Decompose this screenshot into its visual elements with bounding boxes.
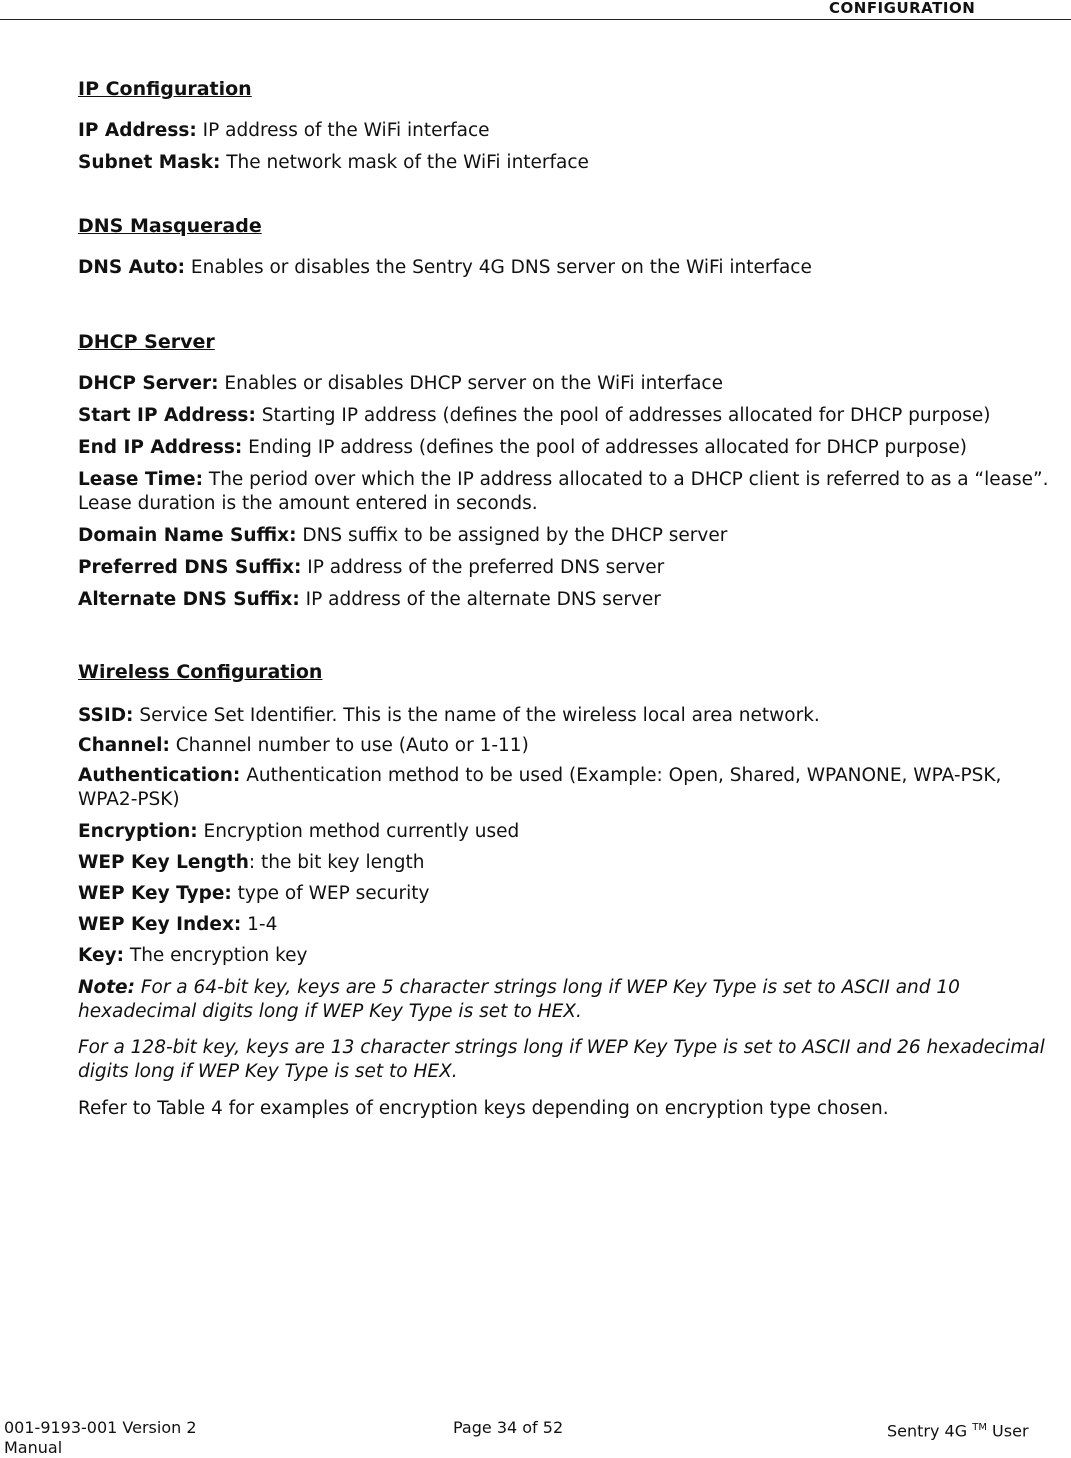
refer-table-note: Refer to Table 4 for examples of encryption keys depending on encryption type chosen. bbox=[78, 1098, 889, 1119]
preferred-dns-definition: Preferred DNS Suffix: IP address of the preferred DNS server bbox=[78, 557, 665, 578]
footer-doc-id: 001-9193-001 Version 2 Manual bbox=[4, 1418, 197, 1457]
footer-page-number: Page 34 of 52 bbox=[453, 1418, 564, 1437]
dns-auto-definition: DNS Auto: Enables or disables the Sentry 4G DNS server on the WiFi interface bbox=[78, 257, 812, 278]
dhcp-server-definition: DHCP Server: Enables or disables DHCP server on the WiFi interface bbox=[78, 373, 723, 394]
encryption-definition: Encryption: Encryption method currently used bbox=[78, 821, 520, 842]
wep-key-length-definition: WEP Key Length: the bit key length bbox=[78, 852, 425, 873]
running-header bbox=[0, 0, 1071, 20]
start-ip-definition: Start IP Address: Starting IP address (defines the pool of addresses allocated for DHCP purpose) bbox=[78, 405, 991, 426]
wireless-config-heading: Wireless Configuration bbox=[78, 661, 323, 683]
domain-suffix-definition: Domain Name Suffix: DNS suffix to be assigned by the DHCP server bbox=[78, 525, 728, 546]
footer-product: Sentry 4G ™ User bbox=[887, 1421, 1029, 1441]
end-ip-definition: End IP Address: Ending IP address (defines the pool of addresses allocated for DHCP purpose) bbox=[78, 437, 967, 458]
ip-address-definition: IP Address: IP address of the WiFi interface bbox=[78, 120, 490, 141]
channel-definition: Channel: Channel number to use (Auto or 1-11) bbox=[78, 735, 529, 756]
subnet-mask-definition: Subnet Mask: The network mask of the WiFi interface bbox=[78, 152, 589, 173]
note-128bit: For a 128-bit key, keys are 13 character strings long if WEP Key Type is set to ASCII and 26 hexadecimal digits long if WEP Key Type is set to HEX. bbox=[78, 1037, 1045, 1082]
note-64bit: Note: For a 64-bit key, keys are 5 character strings long if WEP Key Type is set to ASCII and 10 hexadecimal digits long if WEP Key Type is set to HEX. bbox=[78, 977, 960, 1022]
ip-config-heading: IP Configuration bbox=[78, 78, 252, 100]
authentication-definition: Authentication: Authentication method to be used (Example: Open, Shared, WPANONE, WPA-PSK, WPA2-PSK) bbox=[78, 765, 1002, 810]
ssid-definition: SSID: Service Set Identifier. This is the name of the wireless local area network. bbox=[78, 705, 820, 726]
dhcp-server-heading: DHCP Server bbox=[78, 331, 215, 353]
lease-time-definition: Lease Time: The period over which the IP address allocated to a DHCP client is referred to as a “lease”. Lease duration is the amount entered in seconds. bbox=[78, 469, 1049, 514]
header-section-title: CONFIGURATION bbox=[829, 0, 976, 17]
wep-key-type-definition: WEP Key Type: type of WEP security bbox=[78, 883, 430, 904]
dns-masquerade-heading: DNS Masquerade bbox=[78, 215, 262, 237]
alternate-dns-definition: Alternate DNS Suffix: IP address of the alternate DNS server bbox=[78, 589, 661, 610]
key-definition: Key: The encryption key bbox=[78, 945, 308, 966]
page-content bbox=[78, 77, 1063, 1121]
wep-key-index-definition: WEP Key Index: 1-4 bbox=[78, 914, 278, 935]
